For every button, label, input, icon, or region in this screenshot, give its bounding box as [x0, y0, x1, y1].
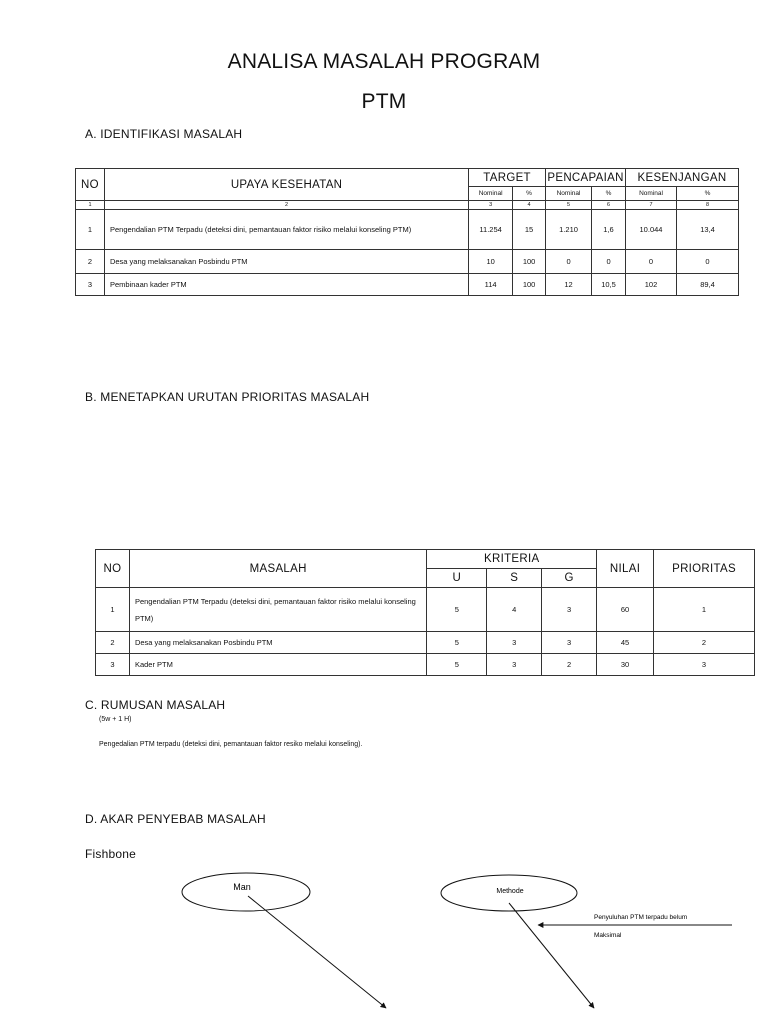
- column-index: 2: [104, 201, 468, 210]
- row-pencapaian-nominal: 1.210: [546, 210, 592, 250]
- header-kriteria: KRITERIA: [427, 550, 597, 569]
- document-title: ANALISA MASALAH PROGRAM: [227, 50, 541, 73]
- row-target-nominal: 11.254: [469, 210, 513, 250]
- column-index: 1: [76, 201, 105, 210]
- row-u: 5: [427, 654, 487, 676]
- row-no: 2: [96, 632, 130, 654]
- header-target-pct: %: [513, 187, 546, 201]
- man-node: [182, 873, 310, 911]
- header-kesenjangan: KESENJANGAN: [626, 169, 739, 187]
- column-index: 5: [546, 201, 592, 210]
- table-row: [96, 588, 755, 632]
- column-index: 7: [626, 201, 677, 210]
- man-label: Man: [233, 882, 251, 892]
- fishbone-diagram: [0, 860, 768, 1024]
- row-pencapaian-pct: 1,6: [592, 210, 626, 250]
- man-arrow: [248, 896, 386, 1008]
- cause-line-2: Maksimal: [594, 932, 622, 939]
- row-target-pct: 100: [513, 274, 546, 296]
- section-c-note: (5w + 1 H): [99, 716, 132, 723]
- section-d-heading: D. AKAR PENYEBAB MASALAH: [85, 812, 266, 826]
- row-kesenjangan-nominal: 0: [626, 250, 677, 274]
- row-u: 5: [427, 588, 487, 632]
- row-upaya: Pembinaan kader PTM: [104, 274, 468, 296]
- methode-arrow: [509, 903, 594, 1008]
- section-b-heading: B. MENETAPKAN URUTAN PRIORITAS MASALAH: [85, 390, 370, 404]
- section-c-text: Pengedalian PTM terpadu (deteksi dini, pemantauan faktor resiko melalui konseling).: [99, 741, 363, 748]
- row-no: 2: [76, 250, 105, 274]
- row-upaya: Pengendalian PTM Terpadu (deteksi dini, pemantauan faktor risiko melalui konseling PTM): [104, 210, 468, 250]
- table-row: [96, 654, 755, 676]
- row-s: 3: [487, 632, 542, 654]
- row-u: 5: [427, 632, 487, 654]
- row-s: 4: [487, 588, 542, 632]
- header-prioritas: PRIORITAS: [654, 550, 755, 588]
- row-prioritas: 1: [654, 588, 755, 632]
- row-nilai: 60: [597, 588, 654, 632]
- header-pencapaian-nominal: Nominal: [546, 187, 592, 201]
- column-index: 3: [469, 201, 513, 210]
- header-kesenjangan-pct: %: [676, 187, 738, 201]
- row-upaya: Desa yang melaksanakan Posbindu PTM: [104, 250, 468, 274]
- methode-label: Methode: [496, 888, 524, 895]
- row-kesenjangan-pct: 13,4: [676, 210, 738, 250]
- header-pencapaian-pct: %: [592, 187, 626, 201]
- row-pencapaian-nominal: 0: [546, 250, 592, 274]
- row-s: 3: [487, 654, 542, 676]
- table-row: [96, 632, 755, 654]
- header-no: NO: [96, 550, 130, 588]
- row-no: 1: [76, 210, 105, 250]
- row-target-pct: 100: [513, 250, 546, 274]
- section-a-heading: A. IDENTIFIKASI MASALAH: [85, 127, 243, 141]
- row-kesenjangan-nominal: 102: [626, 274, 677, 296]
- header-target-nominal: Nominal: [469, 187, 513, 201]
- row-prioritas: 2: [654, 632, 755, 654]
- priority-table: [95, 549, 755, 676]
- identification-table: [75, 168, 739, 296]
- row-masalah: Kader PTM: [129, 654, 426, 676]
- cause-line-1: Penyuluhan PTM terpadu belum: [594, 914, 688, 921]
- header-u: U: [427, 569, 487, 588]
- row-g: 3: [542, 632, 597, 654]
- row-target-nominal: 10: [469, 250, 513, 274]
- column-index: 8: [676, 201, 738, 210]
- row-prioritas: 3: [654, 654, 755, 676]
- table-row: [76, 274, 739, 296]
- row-kesenjangan-pct: 0: [676, 250, 738, 274]
- row-pencapaian-pct: 10,5: [592, 274, 626, 296]
- header-nilai: NILAI: [597, 550, 654, 588]
- row-target-nominal: 114: [469, 274, 513, 296]
- row-no: 3: [76, 274, 105, 296]
- row-g: 2: [542, 654, 597, 676]
- table-row: [76, 210, 739, 250]
- row-pencapaian-nominal: 12: [546, 274, 592, 296]
- row-masalah: Pengendalian PTM Terpadu (deteksi dini, pemantauan faktor risiko melalui konseling PTM): [129, 588, 426, 632]
- header-kesenjangan-nominal: Nominal: [626, 187, 677, 201]
- header-g: G: [542, 569, 597, 588]
- header-upaya: UPAYA KESEHATAN: [104, 169, 468, 201]
- row-no: 1: [96, 588, 130, 632]
- table-row: [76, 250, 739, 274]
- row-kesenjangan-pct: 89,4: [676, 274, 738, 296]
- section-c-heading: C. RUMUSAN MASALAH: [85, 698, 226, 712]
- fishbone-label: Fishbone: [85, 847, 136, 861]
- row-g: 3: [542, 588, 597, 632]
- header-masalah: MASALAH: [129, 550, 426, 588]
- row-masalah: Desa yang melaksanakan Posbindu PTM: [129, 632, 426, 654]
- header-no: NO: [76, 169, 105, 201]
- column-index: 4: [513, 201, 546, 210]
- row-kesenjangan-nominal: 10.044: [626, 210, 677, 250]
- header-pencapaian: PENCAPAIAN: [546, 169, 626, 187]
- column-index: 6: [592, 201, 626, 210]
- row-no: 3: [96, 654, 130, 676]
- row-nilai: 30: [597, 654, 654, 676]
- row-pencapaian-pct: 0: [592, 250, 626, 274]
- row-nilai: 45: [597, 632, 654, 654]
- header-target: TARGET: [469, 169, 546, 187]
- document-subtitle: PTM: [361, 90, 407, 113]
- row-target-pct: 15: [513, 210, 546, 250]
- header-s: S: [487, 569, 542, 588]
